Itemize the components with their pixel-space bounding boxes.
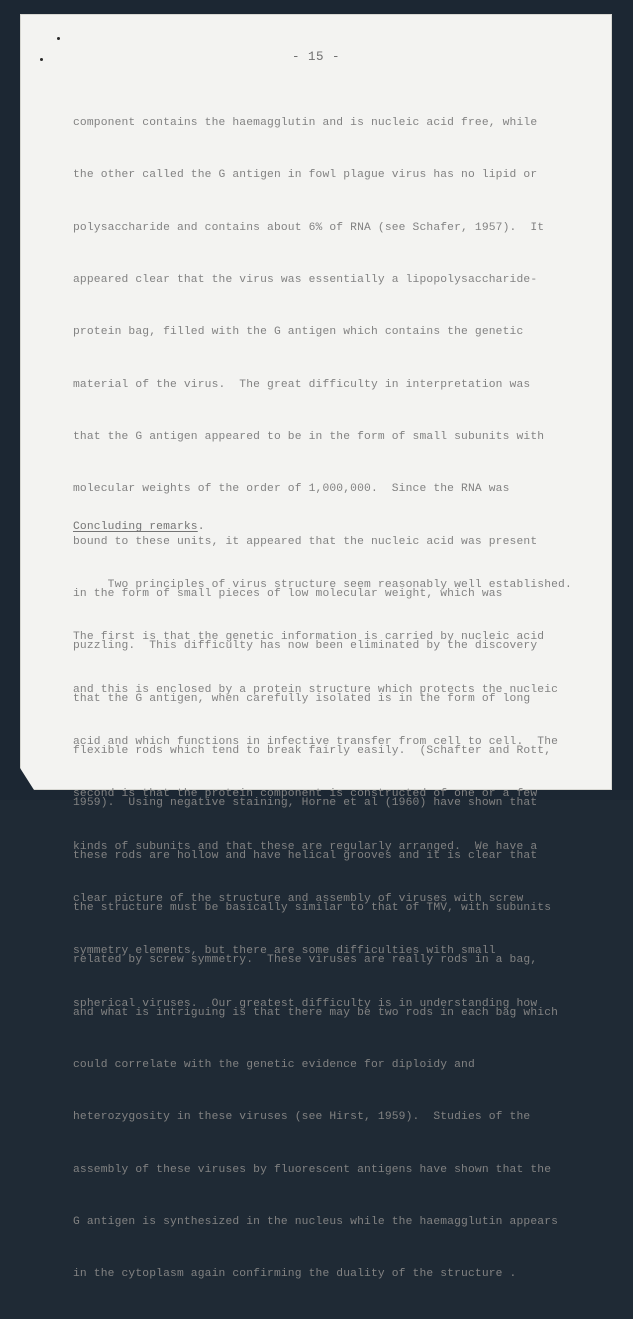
text-line: acid and which functions in infective transfer from cell to cell. The [73,735,559,748]
text-line: flexible rods which tend to break fairly easily. (Schafter and Rott, [73,745,552,758]
text-line: kinds of subunits and that these are regularly arranged. We have a [73,840,538,853]
text-line: could correlate with the genetic evidence for diploidy and [73,1059,475,1072]
text-line: protein bag, filled with the G antigen which contains the genetic [73,326,524,339]
text-line: assembly of these viruses by fluorescent antigens have shown that the [73,1163,552,1176]
text-line: in the form of small pieces of low molecular weight, which was [73,588,503,600]
paper-page [20,14,612,1281]
text-line: heterozygosity in these viruses (see Hirst, 1959). Studies of the [73,1111,531,1124]
text-line: second is that the protein component is constructed of one or a few [73,788,538,801]
text-line: and what is intriguing is that there may be two rods in each bag which [73,1006,559,1019]
text-line: and this is enclosed by a protein structure which protects the nucleic [73,683,559,696]
text-line: 1959). Using negative staining, Horne et al (1960) have shown that [73,797,538,810]
text-line: the structure must be basically similar to that of TMV, with subunits [73,902,552,915]
text-line: material of the virus. The great difficulty in interpretation was [73,378,531,391]
text-line: clear picture of the structure and assembly of viruses with screw [73,892,524,905]
ink-dot [57,37,60,40]
text-line: symmetry elements, but there are some difficulties with small [73,945,496,958]
text-line: component contains the haemagglutin and is nucleic acid free, while [73,116,538,129]
text-line: these rods are hollow and have helical grooves and it is clear that [73,849,538,862]
text-line: spherical viruses. Our greatest difficulty is in understanding how [73,997,538,1010]
text-line: bound to these units, it appeared that the nucleic acid was present [73,535,538,548]
section-heading-suffix: . [197,521,205,533]
text-line: related by screw symmetry. These viruses are really rods in a bag, [73,954,538,967]
text-line: The first is that the genetic information is carried by nucleic acid [73,631,545,644]
text-line: the other called the G antigen in fowl plague virus has no lipid or [73,169,538,182]
text-line: Two principles of virus structure seem reasonably well established. [73,578,572,591]
section-heading [73,521,205,533]
text-line: puzzling. This difficulty has now been eliminated by the discovery [73,640,538,653]
text-line: appeared clear that the virus was essentially a lipopolysaccharide- [73,273,538,286]
text-line: that the G antigen appeared to be in the form of small subunits with [73,430,545,443]
page-number: - 15 - [291,50,340,64]
text-line: G antigen is synthesized in the nucleus while the haemagglutin appears [73,1216,559,1229]
torn-corner [20,768,34,790]
text-line: in the cytoplasm again confirming the duality of the structure . [73,1268,517,1281]
paragraph-two [73,542,607,1048]
section-heading-text: Concluding remarks [73,521,198,533]
text-line: molecular weights of the order of 1,000,000. Since the RNA was [73,483,510,496]
text-line: polysaccharide and contains about 6% of RNA (see Schafer, 1957). It [73,221,545,234]
text-line: that the G antigen, when carefully isolated is in the form of long [73,692,531,705]
